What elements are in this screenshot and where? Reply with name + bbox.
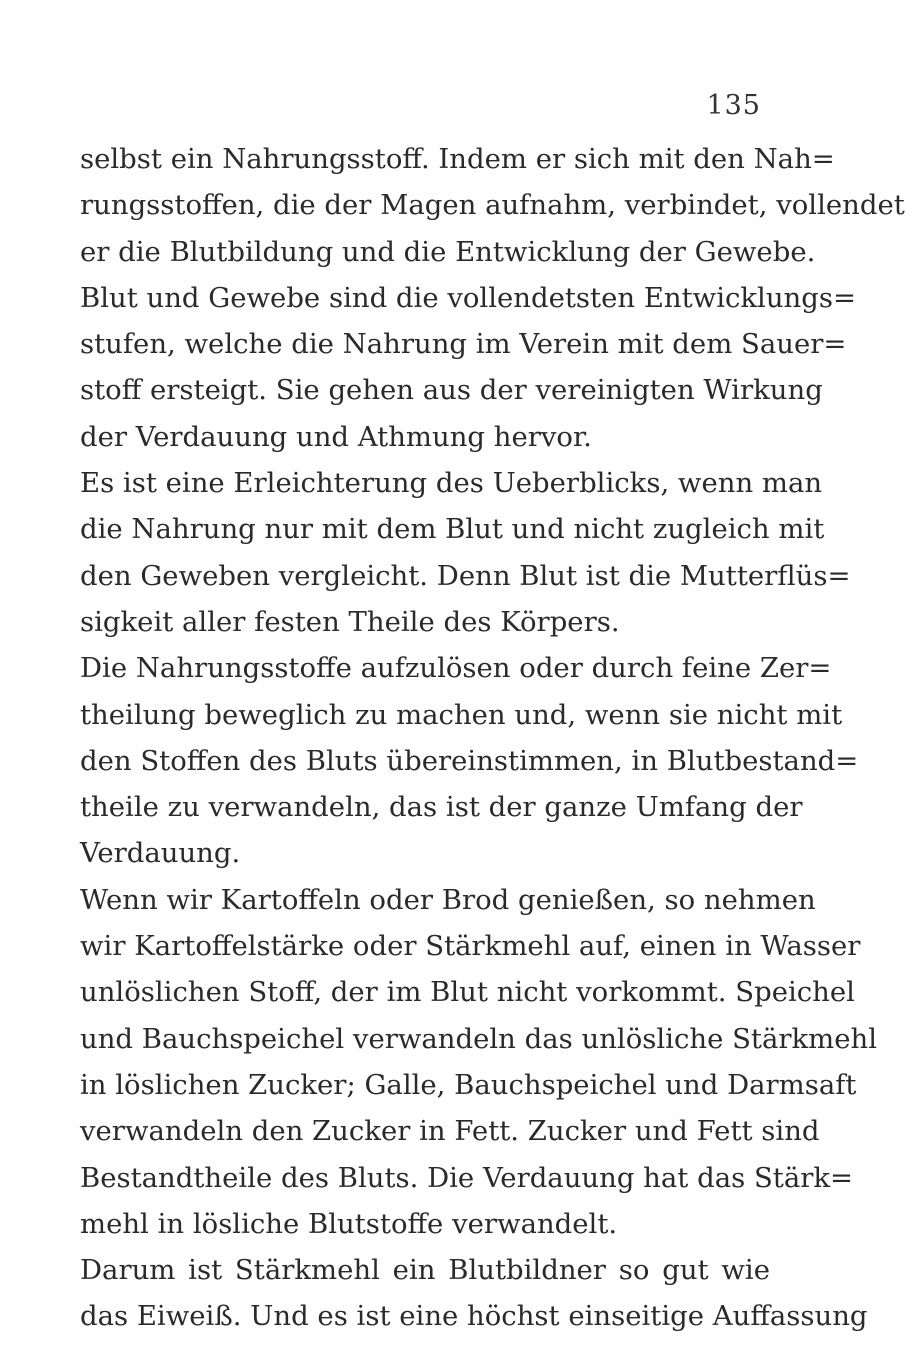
text-line: Verdauung. bbox=[80, 837, 241, 870]
text-line: wir Kartoffelstärke oder Stärkmehl auf, einen in Wasser bbox=[80, 930, 861, 963]
text-line: stoff ersteigt. Sie gehen aus der vereinigten Wirkung bbox=[80, 374, 823, 407]
body-text bbox=[80, 136, 905, 1340]
text-line: mehl in lösliche Blutstoffe verwandelt. bbox=[80, 1207, 618, 1240]
text-line: den Stoffen des Bluts übereinstimmen, in Blutbestand= bbox=[80, 744, 859, 777]
text-line: Es ist eine Erleichterung des Ueberblicks, wenn man bbox=[80, 467, 823, 500]
text-line: Die Nahrungsstoffe aufzulösen oder durch feine Zer= bbox=[80, 652, 832, 685]
text-line: die Nahrung nur mit dem Blut und nicht zugleich mit bbox=[80, 513, 825, 546]
text-line: sigkeit aller festen Theile des Körpers. bbox=[80, 605, 620, 638]
page-number: 135 bbox=[706, 90, 761, 121]
text-line: theilung beweglich zu machen und, wenn sie nicht mit bbox=[80, 698, 843, 731]
text-line: er die Blutbildung und die Entwicklung der Gewebe. bbox=[80, 235, 816, 268]
text-line: unlöslichen Stoff, der im Blut nicht vorkommt. Speichel bbox=[80, 976, 855, 1009]
text-line: das Eiweiß. Und es ist eine höchst einseitige Auffassung bbox=[80, 1300, 868, 1333]
text-line: den Geweben vergleicht. Denn Blut ist die Mutterflüs= bbox=[80, 559, 851, 592]
text-line: Blut und Gewebe sind die vollendetsten Entwicklungs= bbox=[80, 281, 857, 314]
text-line: Darum ist Stärkmehl ein Blutbildner so gut wie bbox=[80, 1254, 770, 1287]
text-line: theile zu verwandeln, das ist der ganze Umfang der bbox=[80, 791, 803, 824]
text-line: verwandeln den Zucker in Fett. Zucker und Fett sind bbox=[80, 1115, 820, 1148]
text-line: Wenn wir Kartoffeln oder Brod genießen, so nehmen bbox=[80, 883, 816, 916]
text-line: und Bauchspeichel verwandeln das unlösliche Stärkmehl bbox=[80, 1022, 878, 1055]
text-line: rungsstoffen, die der Magen aufnahm, verbindet, vollendet bbox=[80, 189, 905, 222]
text-line: stufen, welche die Nahrung im Verein mit dem Sauer= bbox=[80, 328, 847, 361]
text-line: in löslichen Zucker; Galle, Bauchspeichel und Darmsaft bbox=[80, 1068, 857, 1101]
text-line: selbst ein Nahrungsstoff. Indem er sich mit den Nah= bbox=[80, 143, 835, 175]
text-line: der Verdauung und Athmung hervor. bbox=[80, 420, 592, 453]
text-line: Bestandtheile des Bluts. Die Verdauung hat das Stärk= bbox=[80, 1161, 854, 1194]
